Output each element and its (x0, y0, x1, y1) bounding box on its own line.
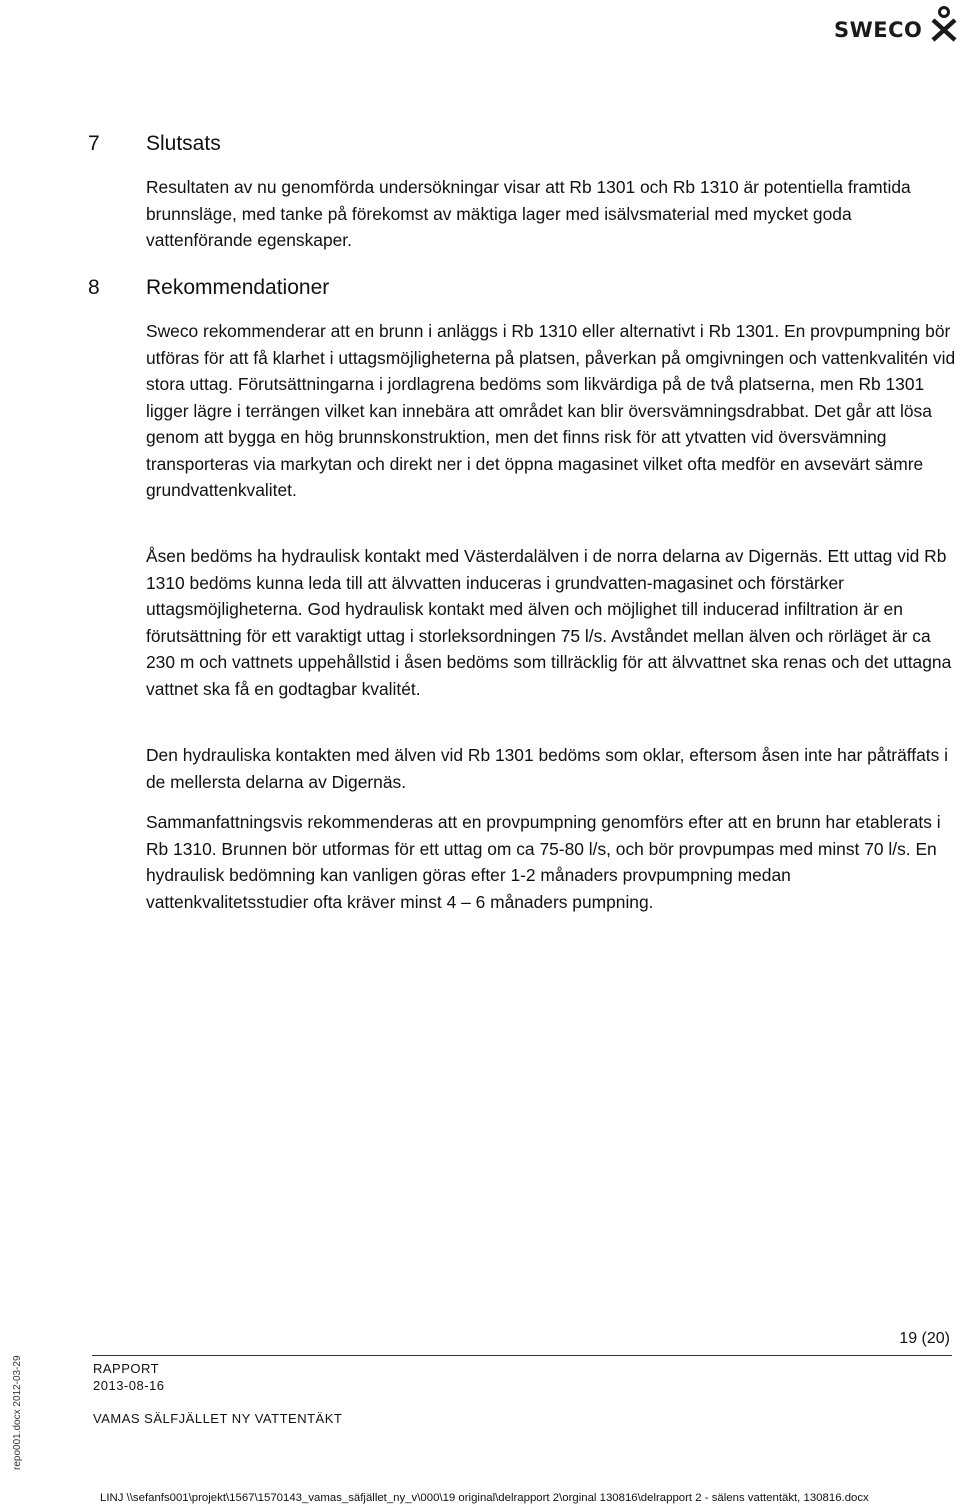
paragraph-recommendation-1: Sweco rekommenderar att en brunn i anläggs i Rb 1310 eller alternativt i Rb 1301. En provpumpning bör utföras för att få klarhet i uttagsmöjligheterna på platsen, påverkan på omgivningen och vattenkvalitén vid stora uttag. Förutsättningarna i jordlagrena bedöms som likvärdiga på de två platserna, men Rb 1301 ligger lägre i terrängen vilket kan innebära att området kan blir översvämningsdrabbat. Det går att lösa genom att bygga en hög brunnskonstruktion, men det finns risk för att ytvatten vid översvämning transporteras via markytan och direkt ner i det öppna magasinet vilket ofta medför en avsevärt sämre grundvattenkvalitet. (146, 321, 956, 500)
section-number: 7 (88, 132, 100, 155)
section-title: Rekommendationer (146, 276, 330, 299)
footer-divider (92, 1355, 952, 1356)
paragraph-recommendation-4: Sammanfattningsvis rekommenderas att en provpumpning genomförs efter att en brunn har etablerats i Rb 1310. Brunnen bör utformas för ett uttag om ca 75-80 l/s, och bör provpumpas med minst 70 l/s. En hydraulisk bedömning kan vanligen göras efter 1-2 månaders provpumpning medan vattenkvalitetsstudier ofta kräver minst 4 – 6 månaders pumpning. (146, 812, 941, 912)
footer-file-path: LINJ \\sefanfs001\projekt\1567\1570143_vamas_säfjället_ny_v\000\19 original\delrapport 2\orginal 130816\delrapport 2 - sälens vattentäkt, 130816.docx (100, 1492, 869, 1504)
footer-project: VAMAS SÄLFJÄLLET NY VATTENTÄKT (93, 1411, 343, 1426)
template-id: repo001.docx 2012-03-29 (12, 1355, 23, 1470)
sweco-emblem-icon (927, 6, 959, 42)
page-number: 19 (20) (899, 1330, 950, 1347)
footer-doc-type: RAPPORT (93, 1361, 160, 1376)
paragraph-conclusion: Resultaten av nu genomförda undersökningar visar att Rb 1301 och Rb 1310 är potentiella framtida brunnsläge, med tanke på förekomst av mäktiga lager med isälvsmaterial med mycket goda vattenförande egenskaper. (146, 177, 911, 250)
section-heading-8 (88, 276, 329, 300)
sweco-logo (834, 6, 960, 46)
section-number: 8 (88, 276, 100, 299)
paragraph-recommendation-3: Den hydrauliska kontakten med älven vid Rb 1301 bedöms som oklar, eftersom åsen inte har påträffats i de mellersta delarna av Digernäs. (146, 745, 949, 792)
footer-date: 2013-08-16 (93, 1378, 165, 1393)
logo-wordmark: SWECO (834, 18, 923, 42)
section-title: Slutsats (146, 132, 221, 155)
section-heading-7 (88, 132, 221, 156)
paragraph-recommendation-2: Åsen bedöms ha hydraulisk kontakt med Västerdalälven i de norra delarna av Digernäs. Ett uttag vid Rb 1310 bedöms kunna leda till att älvvatten induceras i grundvatten-magasinet och förstärker uttagsmöjligheterna. God hydraulisk kontakt med älven och möjlighet till inducerad infiltration är en förutsättning för ett varaktigt uttag i storleksordningen 75 l/s. Avståndet mellan älven och rörläget är ca 230 m och vattnets uppehållstid i åsen bedöms som tillräcklig för att älvvattnet ska renas och det uttagna vattnet ska få en godtagbar kvalitét. (146, 546, 952, 699)
